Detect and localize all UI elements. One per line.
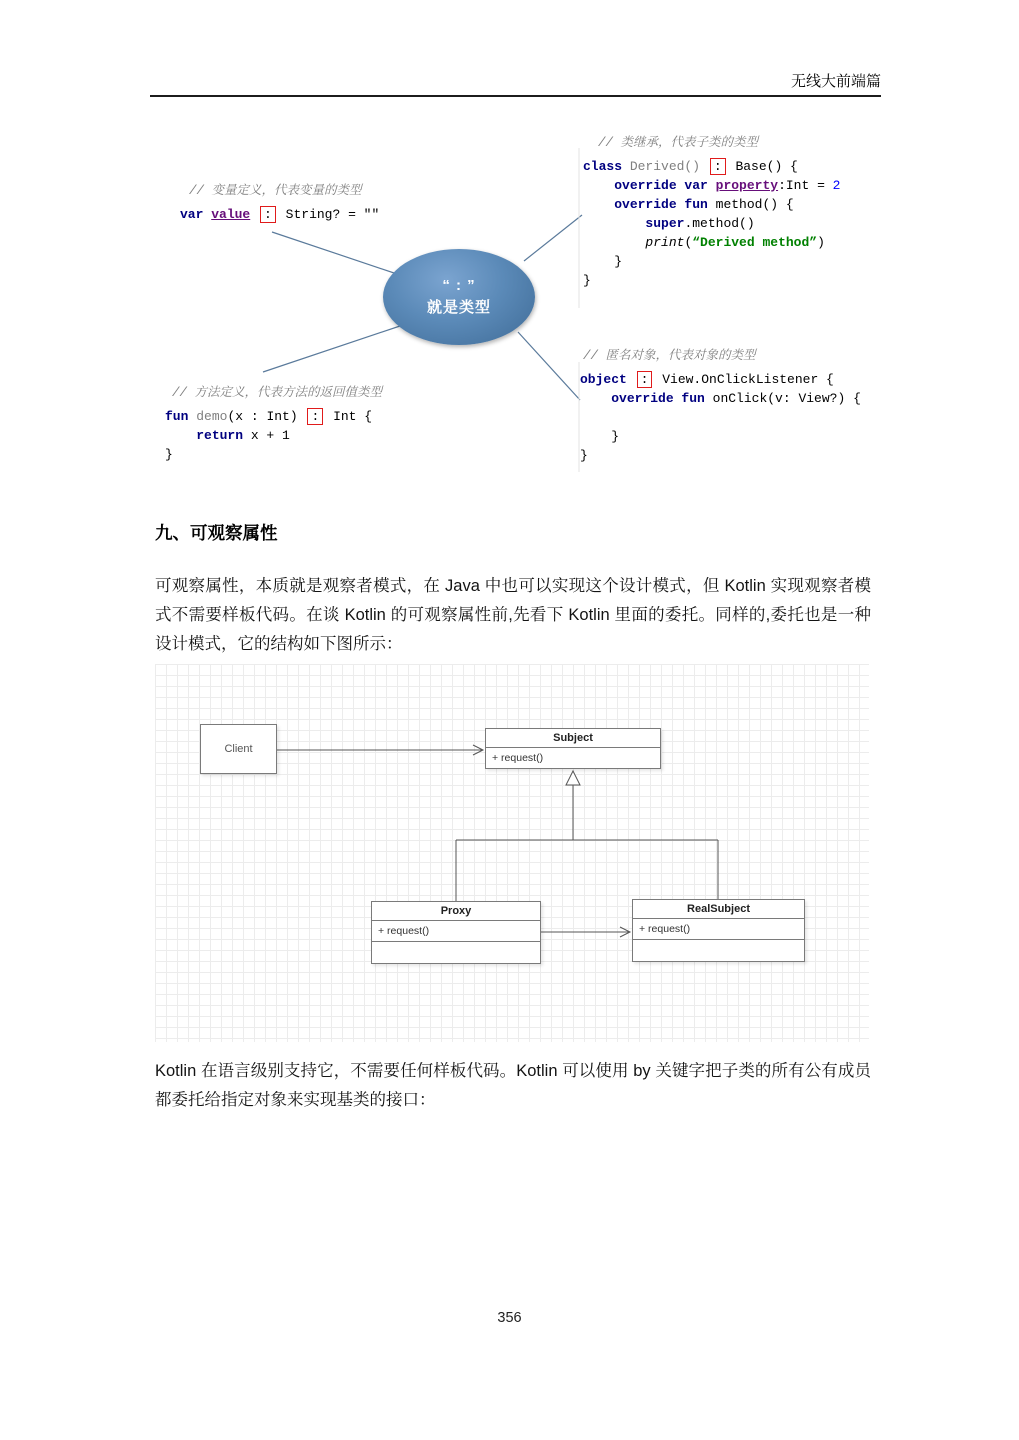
paragraph-1: 可观察属性，本质就是观察者模式，在 Java 中也可以实现这个设计模式，但 Kotlin 实现观察者模式不需要样板代码。在谈 Kotlin 的可观察属性前,先看下 Kotlin 里面的委托。同样的,委托也是一种设计模式，它的结构如下图所示：	[155, 577, 871, 653]
code-body-class: class Derived() : Base() { override var property:Int = 2 override fun method() { super.method() print(“Derived method”) } }	[583, 159, 841, 288]
code-var-definition	[180, 182, 379, 224]
proxy-method: + request()	[372, 921, 540, 942]
code-comment-fun: // 方法定义，代表方法的返回值类型	[172, 386, 383, 400]
code-comment-object: // 匿名对象，代表对象的类型	[583, 349, 756, 363]
connector-object	[518, 332, 580, 400]
header-title: 无线大前端篇	[790, 74, 881, 90]
uml-box-proxy	[371, 901, 541, 964]
code-anonymous-object	[580, 347, 861, 465]
code-class-inheritance	[583, 134, 840, 290]
client-label: Client	[224, 743, 253, 755]
generalization-triangle	[566, 771, 580, 785]
uml-box-subject	[485, 728, 661, 769]
connector-class	[524, 215, 582, 261]
header-rule	[150, 95, 881, 97]
uml-box-realsubject	[632, 899, 805, 962]
proxy-title: Proxy	[372, 902, 540, 921]
page-number: 356	[497, 1310, 522, 1326]
proxy-empty-compartment	[372, 942, 540, 963]
ellipse-line2: 就是类型	[426, 299, 491, 316]
section-heading: 九、可观察属性	[155, 523, 278, 543]
uml-arrows	[155, 664, 869, 1042]
proxy-pattern-diagram	[155, 664, 869, 1042]
code-body-fun: fun demo(x : Int) : Int { return x + 1 }	[165, 409, 373, 462]
code-comment-var: // 变量定义，代表变量的类型	[189, 184, 362, 198]
code-body-object: object : View.OnClickListener { override fun onClick(v: View?) { } }	[580, 372, 861, 463]
code-comment-class: // 类继承，代表子类的类型	[598, 136, 759, 150]
subject-method: + request()	[492, 752, 544, 764]
code-fun-definition	[165, 384, 382, 464]
code-body-var: var value : String? = ″″	[180, 207, 380, 222]
realsubject-empty-compartment	[633, 940, 804, 961]
colon-mindmap-figure	[150, 118, 890, 490]
realsubject-title: RealSubject	[633, 900, 804, 919]
paragraph-2: Kotlin 在语言级别支持它，不需要任何样板代码。Kotlin 可以使用 by 关键字把子类的所有公有成员都委托给指定对象来实现基类的接口：	[155, 1062, 871, 1109]
subject-title: Subject	[486, 729, 660, 748]
connector-fun	[263, 325, 403, 372]
realsubject-method: + request()	[633, 919, 804, 940]
connector-var	[272, 232, 400, 275]
ellipse-line1: “ : ”	[442, 277, 476, 294]
uml-box-client	[200, 724, 277, 774]
center-ellipse	[383, 249, 535, 345]
